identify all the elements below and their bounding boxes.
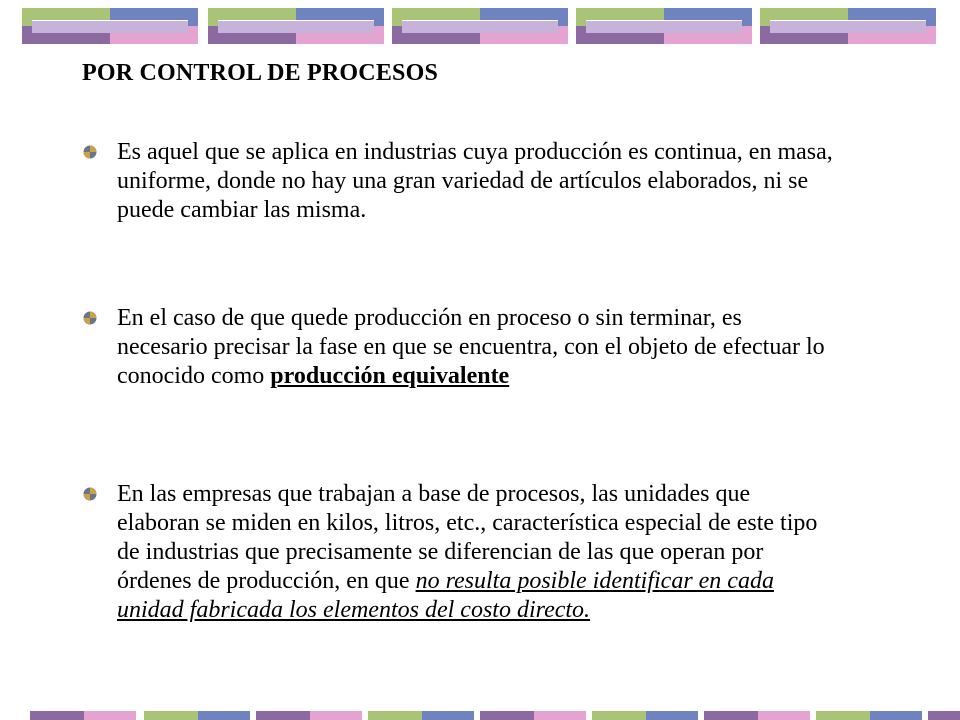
decor-tile bbox=[208, 8, 384, 44]
bottom-decorative-band bbox=[30, 711, 960, 720]
bullet-icon bbox=[83, 487, 97, 501]
top-decorative-band bbox=[22, 8, 940, 44]
bullet-icon bbox=[83, 311, 97, 325]
decor-tile bbox=[576, 8, 752, 44]
slide-title: POR CONTROL DE PROCESOS bbox=[82, 60, 438, 86]
bullet-text: En el caso de que quede producción en proceso o sin terminar, es necesario precisar la fase en que se encuentra, con el objeto de efectuar lo conocido como bbox=[117, 305, 825, 389]
bullet-emphasis: no resulta posible identificar en cada unidad fabricada los elementos del costo directo. bbox=[117, 568, 774, 623]
bullet-emphasis: producción equivalente bbox=[270, 363, 510, 389]
bullet-text: Es aquel que se aplica en industrias cuya producción es continua, en masa, uniforme, donde no hay una gran variedad de artículos elaborados, ni se puede cambiar las misma. bbox=[117, 139, 833, 223]
decor-tile bbox=[22, 8, 198, 44]
bullet-icon bbox=[83, 145, 97, 159]
bullet-item bbox=[117, 304, 837, 391]
bullet-item bbox=[117, 480, 837, 625]
decor-tile bbox=[392, 8, 568, 44]
bullet-text: En las empresas que trabajan a base de procesos, las unidades que elaboran se miden en kilos, litros, etc., característica especial de este tipo de industrias que precisamente se diferencian de las que operan por órdenes de producción, en que bbox=[117, 481, 818, 594]
bullet-item bbox=[117, 138, 837, 225]
decor-tile bbox=[760, 8, 936, 44]
